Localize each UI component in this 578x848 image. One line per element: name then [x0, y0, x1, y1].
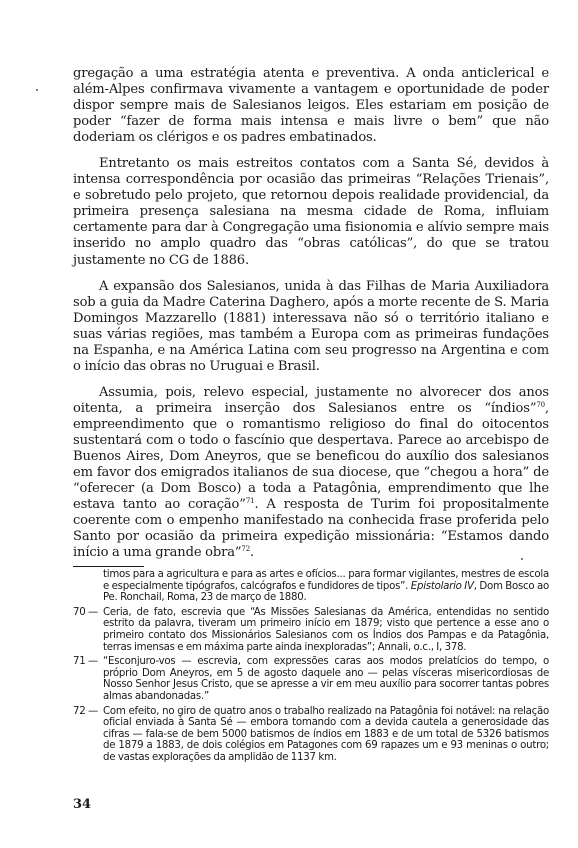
margin-dot	[36, 89, 38, 91]
paragraph-4	[73, 385, 549, 562]
paragraph-2: Entretanto os mais estreitos contatos com a Santa Sé, devidos à intensa correspondência por ocasião das primeiras “Relações Trienais”, e sobretudo pelo projeto, que retornou depois realidade providencial, da primeira presença salesiana na mesma cidade de Roma, influiam certamente para dar à Congregação uma fisionomia e alívio sempre mais inserido no amplo quadro das “obras católicas”, do que se tratou justamente no CG de 1886.	[73, 156, 549, 268]
footnote-72-label: 72 —	[73, 705, 98, 717]
footnote-ref-72[interactable]: 72	[241, 545, 251, 554]
footnote-70	[73, 607, 549, 653]
page-number: 34	[73, 797, 92, 812]
paragraph-3: A expansão dos Salesianos, unida à das Filhas de Maria Auxiliadora sob a guia da Madre Caterina Daghero, após a morte recente de S. Maria Domingos Mazzarello (1881) interessava não só o território italiano e suas várias regiões, mas também a Europa com as primeiras fundações na Espanha, e na América Latina com seu progresso na Argentina e com o início das obras no Uruguai e Brasil.	[73, 278, 549, 374]
footnote-70-label: 70 —	[73, 606, 98, 618]
footnote-divider	[73, 566, 144, 567]
footnote-71-label: 71 —	[73, 656, 98, 668]
footnote-continuation-text: timos para a agricultura e para as artes e ofícios... para formar vigilantes, mestres de escola e especialmente tipógrafos, calcógrafos e fundidores de tipos”.	[103, 569, 549, 592]
paragraph-4-part-c: . A resposta de Turim foi propositalmente coerente com o empenho manifestado na conhecida frase proferida pelo Santo por ocasião da primeira expedição missionária: “Estamos dando início a uma grande obra”	[73, 497, 550, 561]
footnote-72-text: Com efeito, no giro de quatro anos o trabalho realizado na Patagônia foi notável: na relação oficial enviada à Santa Sé — embora tomando com a devida cautela a generosidade das cifras — fala-se de bem 5000 batismos de índios em 1883 e de um total de 5326 batismos de 1879 a 1883, de dois colégios em Patagones com 69 rapazes um e 93 meninas o outro; de vastas explorações da amplidão de 1137 km.	[103, 705, 549, 763]
paragraph-4-part-b: , empreendimento que o romantismo religioso do final do oitocentos sustentará com o todo o fascínio que despertava. Parece ao arcebispo de Buenos Aires, Dom Aneyros, que se beneficou do auxílio dos salesianos em favor dos emigrados italianos de sua diocese, que “chegou a hora” de “oferecer (a Dom Bosco) a toda a Patagônia, emprendimento que lhe estava tanto ao coração”	[73, 400, 549, 513]
footnote-continuation-source: , Dom Bosco ao Pe. Ronchail, Roma, 23 de março de 1880.	[103, 580, 549, 604]
footnote-ref-70[interactable]: 70	[536, 400, 545, 409]
paragraph-4-part-d: .	[250, 545, 255, 561]
footnote-continuation	[73, 569, 549, 604]
footnote-ref-71[interactable]: 71	[245, 497, 255, 506]
paragraph-1: gregação a uma estratégia atenta e preventiva. A onda anticlerical e além-Alpes confirmava vivamente a vantagem e oportunidade de poder dispor sempre mais de Salesianos leigos. Eles estariam em posição de poder “fazer de forma mais intensa e mais livre o bem” que não doderiam os clérigos e os padres embatinados.	[73, 66, 549, 146]
footnote-70-text: Ceria, de fato, escrevia que “As Missões Salesianas da América, entendidas no sentido estrito da palavra, tiveram um primeiro início em 1879; visto que pertence a esse ano o primeiro contato dos Missionários Salesianos com os Índios dos Pampas e da Patagônia, terras imensas e em máxima parte ainda inexploradas”; Annali, o.c., I, 378.	[103, 606, 549, 653]
paragraph-4-part-a: Assumia, pois, relevo especial, justamente no alvorecer dos anos oitenta, a primeira inserção dos Salesianos entre os “índios”	[73, 384, 549, 416]
footnote-71	[73, 656, 549, 702]
footnotes	[73, 569, 549, 767]
main-text	[73, 66, 549, 571]
footnote-71-text: “Esconjuro-vos — escrevia, com expressões caras aos modos prelatícios do tempo, o próprio Dom Aneyros, em 5 de agosto daquele ano — pelas vísceras misericordiosas de Nosso Senhor Jesus Cristo, que se apresse a vir em meu auxílio para socorrer tantas pobres almas abandonadas.”	[103, 656, 549, 702]
footnote-72	[73, 706, 549, 764]
footnote-continuation-title: Epistolario IV	[410, 580, 474, 592]
